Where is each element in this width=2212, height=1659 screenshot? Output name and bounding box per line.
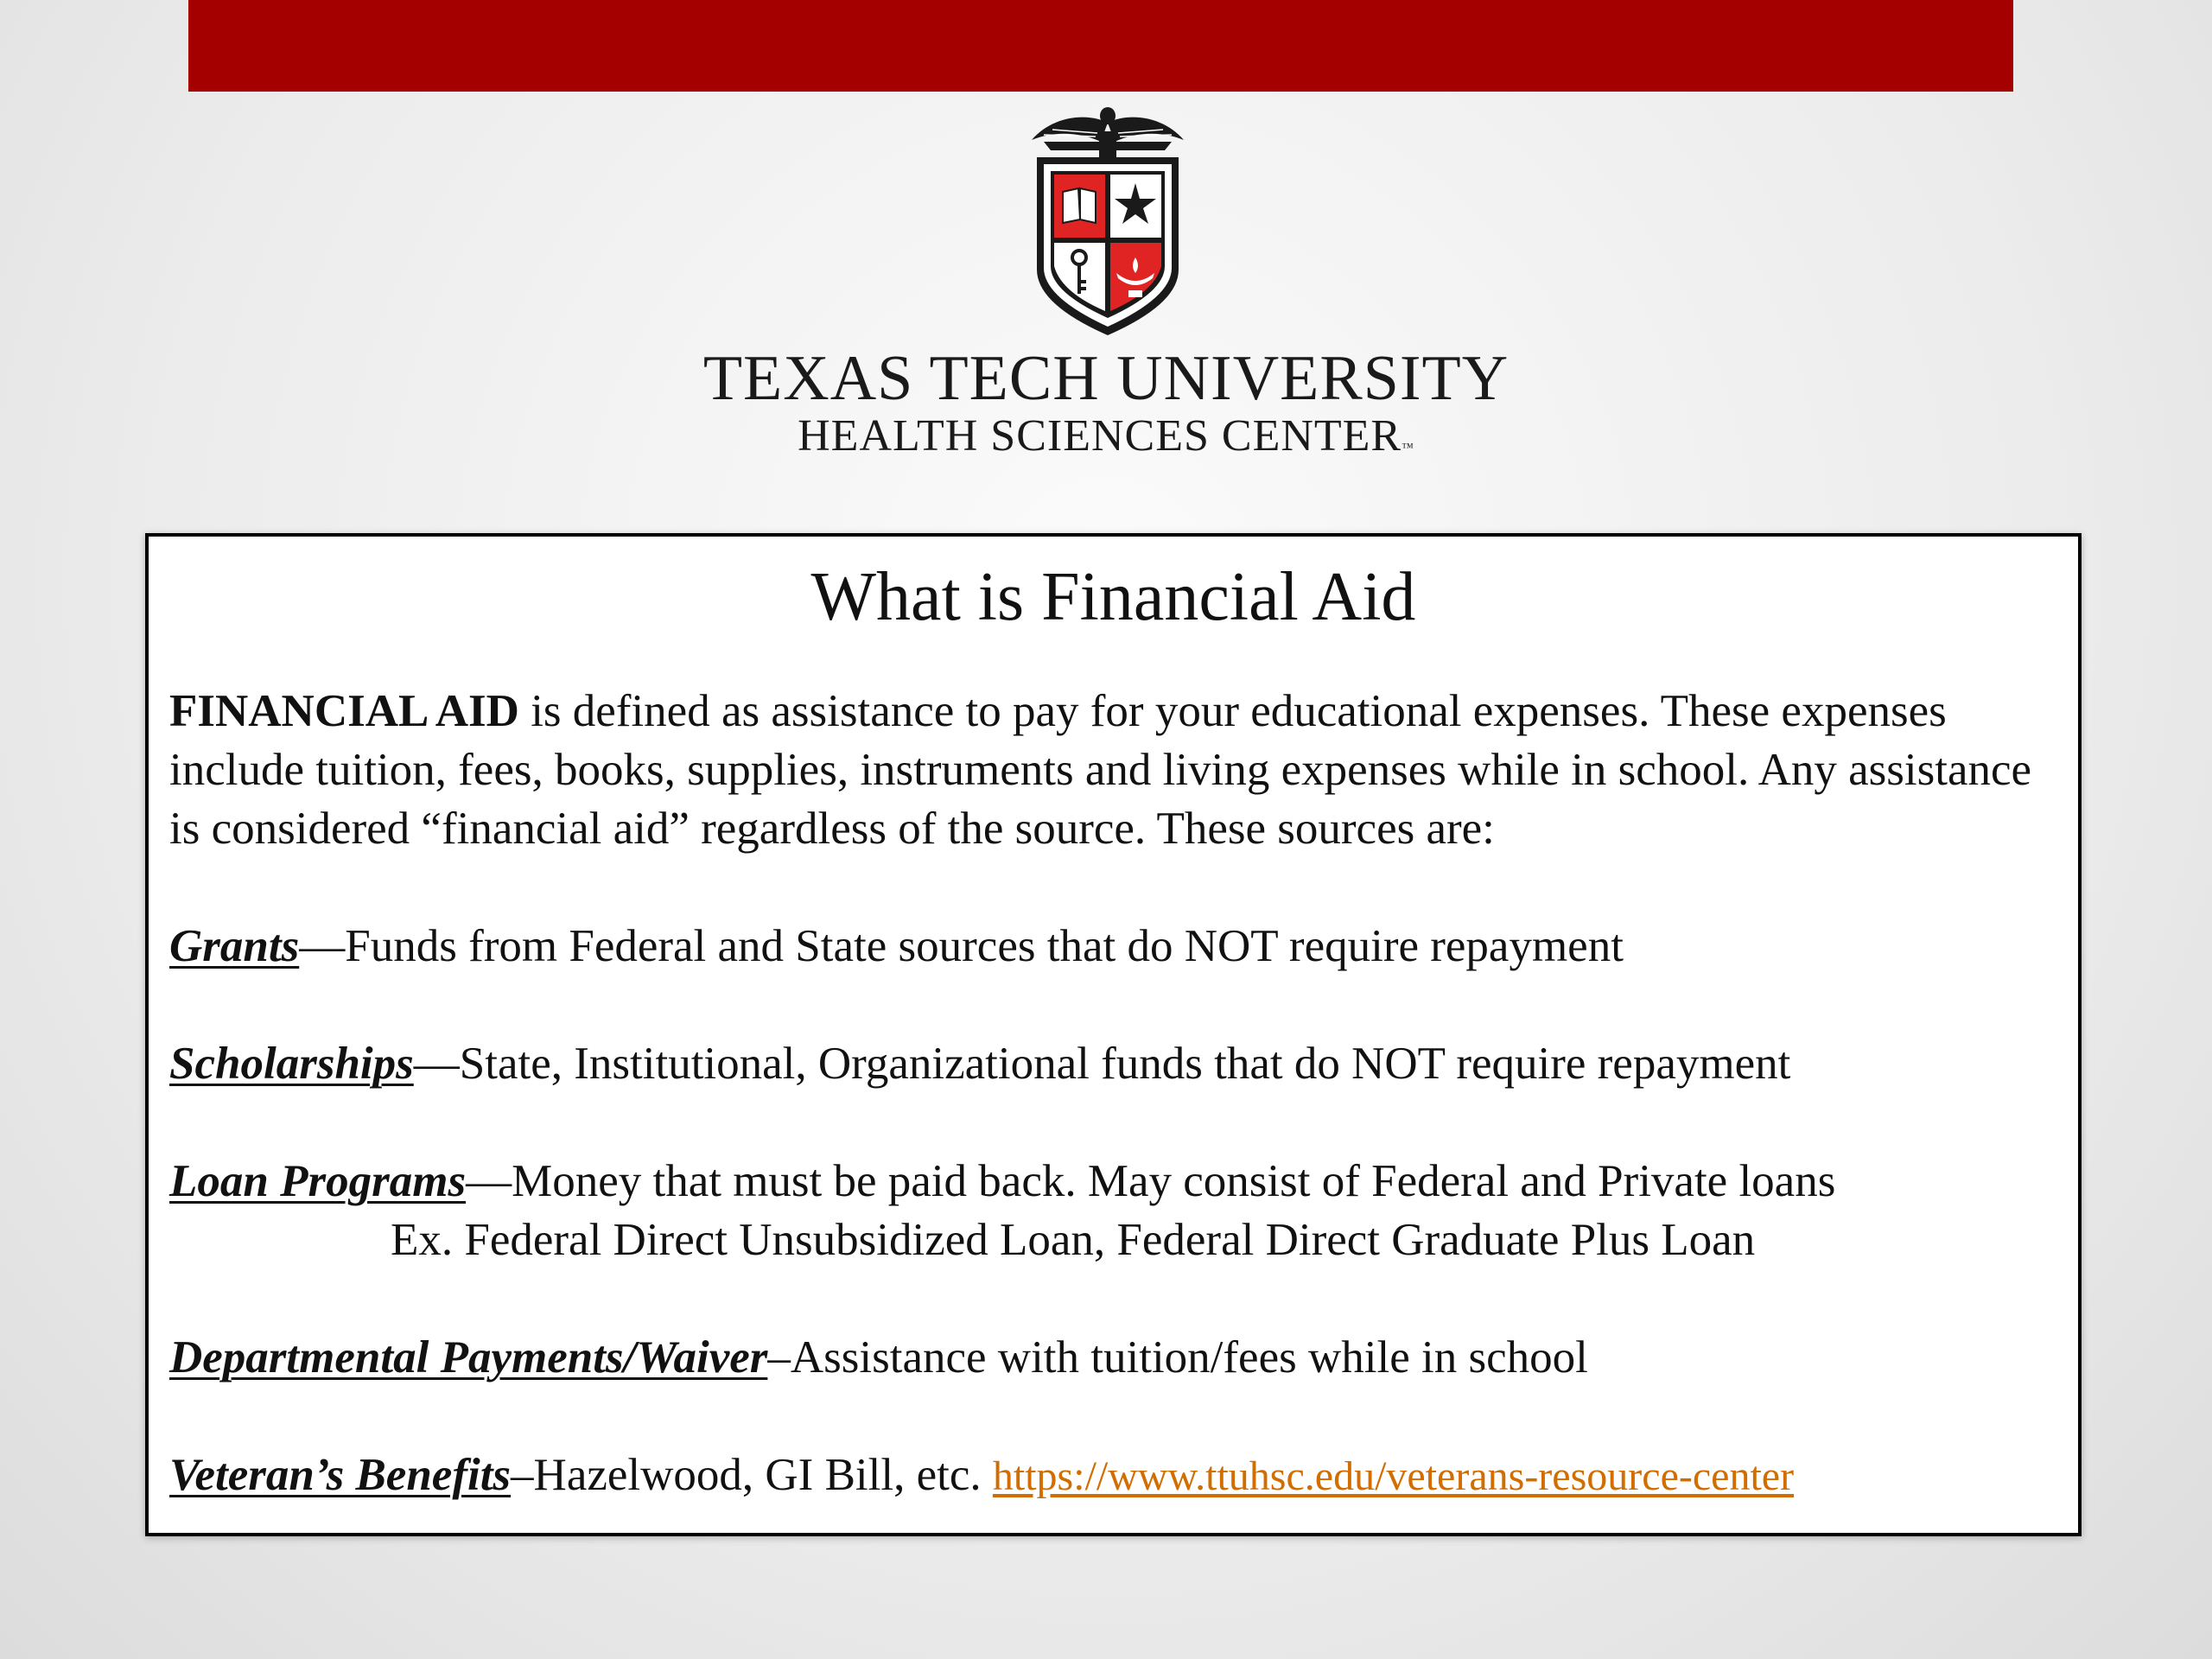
loan-programs-description: —Money that must be paid back. May consist of Federal and Private loans xyxy=(466,1156,1836,1206)
departmental-term: Departmental Payments/Waiver xyxy=(169,1332,768,1382)
intro-paragraph xyxy=(169,682,2057,858)
scholarships-entry xyxy=(169,1034,2057,1093)
scholarships-description: —State, Institutional, Organizational funds that do NOT require repayment xyxy=(413,1039,1791,1089)
veterans-description: –Hazelwood, GI Bill, etc. xyxy=(511,1450,993,1500)
grants-entry xyxy=(169,917,2057,976)
trademark-symbol: ™ xyxy=(1402,442,1414,454)
departmental-entry xyxy=(169,1328,2057,1387)
ttuhsc-shield-eagle-icon xyxy=(1027,97,1189,339)
intro-bold-term: FINANCIAL AID xyxy=(169,686,519,736)
content-box xyxy=(145,533,2082,1536)
university-name-line2 xyxy=(0,411,2212,461)
scholarships-term: Scholarships xyxy=(169,1039,414,1089)
university-name-line1: TEXAS TECH UNIVERSITY xyxy=(702,343,1510,414)
university-name-line2-text: HEALTH SCIENCES CENTER xyxy=(798,411,1402,461)
veterans-resource-link[interactable]: https://www.ttuhsc.edu/veterans-resource-center xyxy=(992,1453,1795,1499)
departmental-description: –Assistance with tuition/fees while in school xyxy=(767,1332,1588,1382)
top-red-bar xyxy=(188,0,2013,92)
grants-description: —Funds from Federal and State sources that do NOT require repayment xyxy=(299,921,1624,971)
grants-term: Grants xyxy=(169,921,300,971)
loan-programs-term: Loan Programs xyxy=(169,1156,467,1206)
loan-programs-example: Ex. Federal Direct Unsubsidized Loan, Federal Direct Graduate Plus Loan xyxy=(391,1215,1756,1265)
intro-text: is defined as assistance to pay for your educational expenses. These expenses include tuition, fees, books, supplies, instruments and living expenses while in school. Any assistance is considered “financial aid” regardless of the source. These sources are: xyxy=(169,686,2032,854)
slide-title: What is Financial Aid xyxy=(810,559,1416,635)
veterans-entry xyxy=(169,1446,2057,1506)
loan-programs-entry xyxy=(169,1152,2057,1211)
veterans-term: Veteran’s Benefits xyxy=(169,1450,512,1500)
